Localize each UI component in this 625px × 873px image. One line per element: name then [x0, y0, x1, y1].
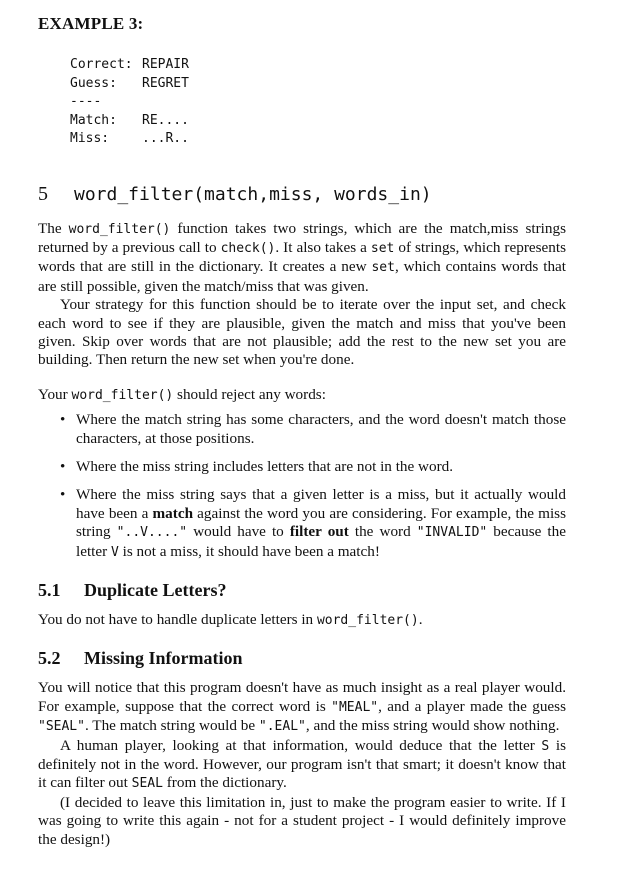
match-value: RE.... [142, 112, 189, 128]
match-row [70, 112, 566, 131]
section-5-1-paragraph: You do not have to handle duplicate letters in word_filter(). [38, 611, 423, 628]
miss-value: ...R.. [142, 131, 189, 146]
guess-value: REGRET [142, 75, 189, 91]
bullet-icon: • [60, 411, 66, 429]
correct-label: Correct: [70, 57, 133, 72]
section-5-2-paragraph-3: (I decided to leave this limitation in, just to make the program easier to write. If I was going to write this again - not for a student project - I would definitely improve the design!) [38, 793, 566, 848]
section-5-paragraph-2: Your strategy for this function should be to iterate over the input set, and check each word to see if they are plausible, given the match and miss that you've been given. Skip over words that are not plausible; add the rest to the new set you are building. Then return the new set when you're done. [38, 296, 566, 369]
list-item: • Where the miss string says that a given letter is a miss, but it actually would have been a match against the word you are considering. For example, the miss string "..V...." would have to filter out the word "INVALID" because the letter V is not a miss, it should have been a match! [60, 486, 566, 560]
section-5-2-title: Missing Information [84, 648, 243, 669]
correct-value: REPAIR [142, 57, 189, 72]
guess-label: Guess: [70, 75, 117, 91]
miss-label: Miss: [70, 131, 110, 146]
section-5-title: word_filter(match,miss, words_in) [74, 183, 432, 205]
section-5-heading [38, 183, 566, 206]
correct-row [70, 56, 566, 75]
section-5-2-number: 5.2 [38, 648, 61, 669]
example-title: EXAMPLE 3: [38, 14, 144, 33]
list-item: • Where the match string has some characters, and the word doesn't match those characters, at those positions. [60, 411, 566, 447]
section-5-1-heading [38, 580, 566, 601]
section-5-2-heading [38, 648, 566, 669]
section-5-2-paragraph-1: You will notice that this program doesn't have as much insight as a real player would. For example, suppose that the correct word is "MEAL", and a player made the guess "SEAL". The match string would be ".EAL", and the miss string would show nothing. [38, 679, 566, 735]
miss-row [70, 130, 566, 149]
section-5-2-paragraph-2: A human player, looking at that information, would deduce that the letter S is definitely not in the word. However, our program isn't that smart; it doesn't know that it can filter out SEAL from the dictionary. [38, 736, 566, 792]
guess-row [70, 75, 566, 94]
bullet-icon: • [60, 457, 66, 475]
example-code-block [70, 56, 566, 149]
list-item: • Where the miss string includes letters that are not in the word. [60, 457, 454, 475]
document-page [38, 14, 566, 849]
reject-rules-list [38, 411, 566, 562]
section-5-number: 5 [38, 182, 48, 205]
code-separator: ---- [70, 94, 102, 109]
section-5-paragraph-3: Your word_filter() should reject any words: [38, 385, 326, 403]
section-5-1-title: Duplicate Letters? [84, 580, 227, 600]
match-label: Match: [70, 112, 117, 128]
section-5-paragraph-1: The word_filter() function takes two strings, which are the match,miss strings returned by a previous call to check(). It also takes a set of strings, which represents words that are still in the dictionary. It creates a new set, which contains words that are still possible, given the match/miss that was given. [38, 219, 566, 295]
bullet-icon: • [60, 486, 66, 504]
section-5-1-number: 5.1 [38, 580, 61, 600]
